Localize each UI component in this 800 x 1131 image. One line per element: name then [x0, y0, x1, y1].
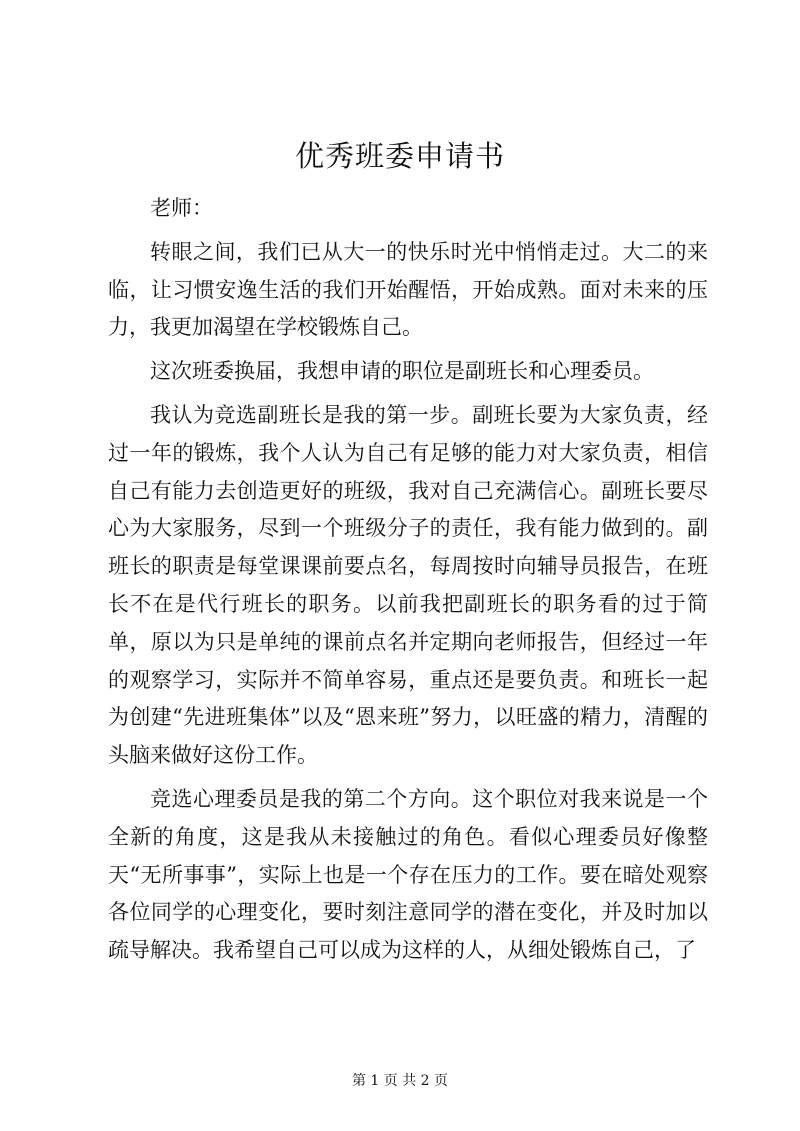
paragraph-2: 这次班委换届，我想申请的职位是副班长和心理委员。 [150, 359, 654, 384]
paragraph-3: 我认为竞选副班长是我的第一步。副班长要为大家负责，经过一年的锻炼，我个人认为自己有足够的能力对大家负责，相信自己有能力去创造更好的班级，我对自己充满信心。副班长要尽心为大家服务，尽到一个班级分子的责任，我有能力做到的。副班长的职责是每堂课课前要点名，每周按时向辅导员报告，在班长不在是代行班长的职务。以前我把副班长的职务看的过于简单，原以为只是单纯的课前点名并定期向老师报告，但经过一年的观察学习，实际并不简单容易，重点还是要负责。和班长一起为创建“先进班集体”以及“恩来班”努力，以旺盛的精力，清醒的头脑来做好这份工作。 [108, 402, 708, 768]
document-body [108, 190, 708, 976]
page-footer: 第 1 页 共 2 页 [351, 1073, 449, 1089]
paragraph-4: 竞选心理委员是我的第二个方向。这个职位对我来说是一个全新的角度，这是我从未接触过的角色。看似心理委员好像整天“无所事事”，实际上也是一个存在压力的工作。要在暗处观察各位同学的心理变化，要时刻注意同学的潜在变化，并及时加以疏导解决。我希望自己可以成为这样的人，从细处锻炼自己，了 [108, 786, 708, 963]
document-title: 优秀班委申请书 [294, 139, 505, 173]
paragraph-1: 转眼之间，我们已从大一的快乐时光中悄悄走过。大二的来临，让习惯安逸生活的我们开始醒悟，开始成熟。面对未来的压力，我更加渴望在学校锻炼自己。 [108, 239, 708, 340]
salutation: 老师： [150, 196, 213, 220]
